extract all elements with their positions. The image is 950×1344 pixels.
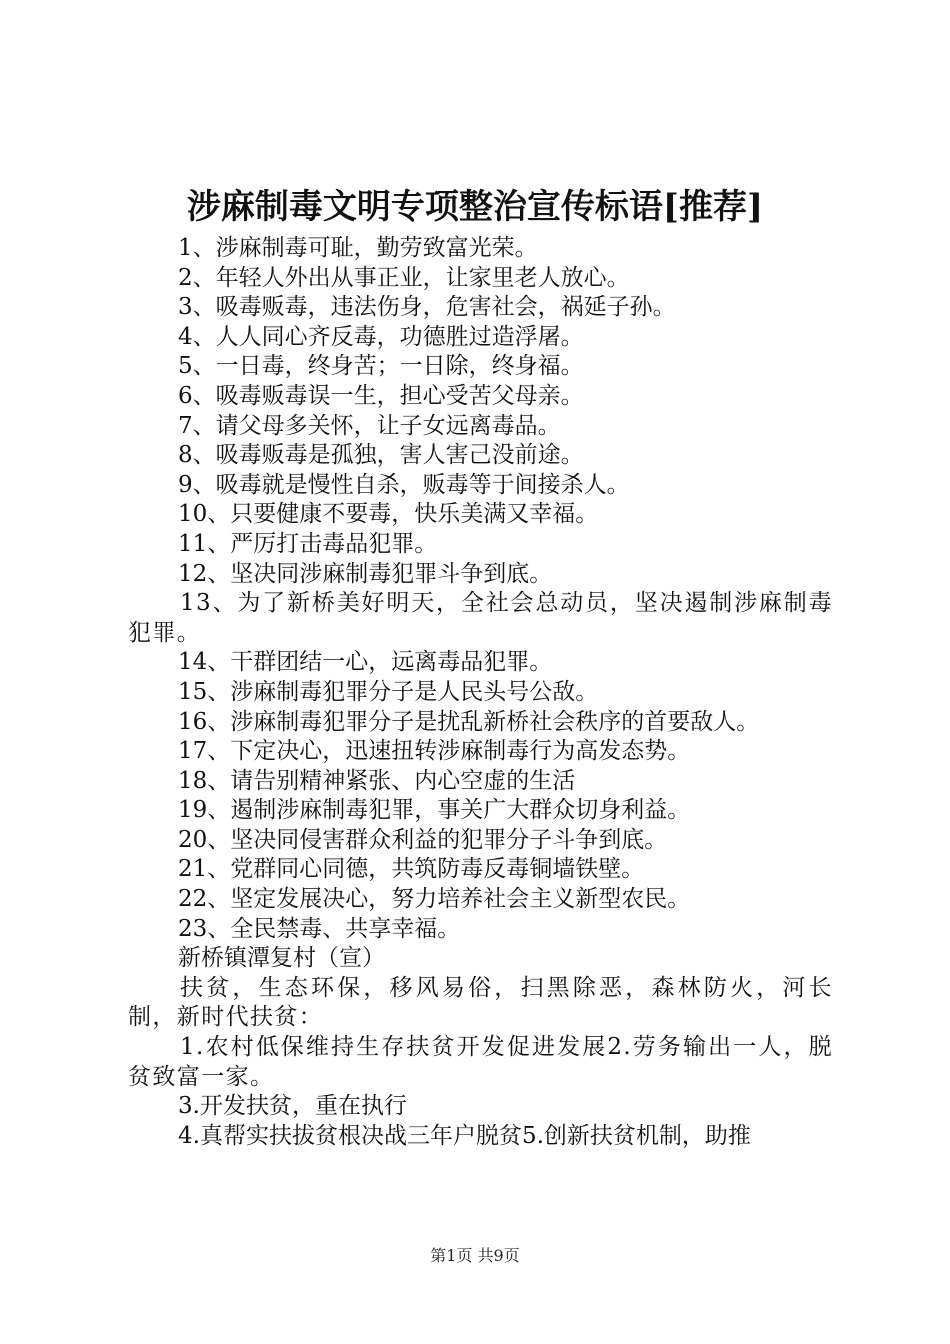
slogan-line: 16、涉麻制毒犯罪分子是扰乱新桥社会秩序的首要敌人。 (178, 708, 760, 735)
signature-line: 新桥镇潭复村（宣） (178, 945, 385, 972)
slogan-line: 18、请告别精神紧张、内心空虚的生活 (178, 767, 576, 794)
slogan-line: 20、坚决同侵害群众利益的犯罪分子斗争到底。 (178, 826, 668, 853)
slogan-line: 12、坚决同涉麻制毒犯罪斗争到底。 (178, 560, 553, 587)
slogan-line: 15、涉麻制毒犯罪分子是人民头号公敌。 (178, 678, 599, 705)
slogan-line: 22、坚定发展决心，努力培养社会主义新型农民。 (178, 886, 691, 913)
slogan-line: 14、干群团结一心，远离毒品犯罪。 (178, 649, 553, 676)
slogan-line: 7、请父母多关怀，让子女远离毒品。 (178, 412, 561, 439)
poverty-line: 4.真帮实扶拔贫根决战三年户脱贫5.创新扶贫机制，助推 (178, 1122, 751, 1149)
slogan-line: 19、遏制涉麻制毒犯罪，事关广大群众切身利益。 (178, 797, 691, 824)
poverty-paragraph: 1.农村低保维持生存扶贫开发促进发展2.劳务输出一人，脱贫致富一家。 (128, 1034, 833, 1090)
slogan-line: 21、党群同心同德，共筑防毒反毒铜墙铁壁。 (178, 856, 645, 883)
topics-paragraph: 扶贫，生态环保，移风易俗，扫黑除恶，森林防火，河长制，新时代扶贫： (128, 974, 833, 1031)
slogan-paragraph: 13、为了新桥美好明天，全社会总动员，坚决遏制涉麻制毒犯罪。 (128, 590, 833, 646)
document-body (128, 234, 833, 1151)
slogan-line: 1、涉麻制毒可耻，勤劳致富光荣。 (178, 235, 538, 261)
slogan-line: 10、只要健康不要毒，快乐美满又幸福。 (178, 501, 599, 528)
slogan-line: 8、吸毒贩毒是孤独，害人害己没前途。 (178, 442, 584, 469)
slogan-line: 4、人人同心齐反毒，功德胜过造浮屠。 (178, 323, 584, 350)
slogan-line: 2、年轻人外出从事正业，让家里老人放心。 (178, 264, 630, 291)
slogan-line: 3、吸毒贩毒，违法伤身，危害社会，祸延子孙。 (178, 294, 676, 321)
document-title: 涉麻制毒文明专项整治宣传标语[推荐] (186, 187, 764, 227)
slogan-line: 11、严厉打击毒品犯罪。 (178, 530, 438, 557)
page-number-footer: 第1页 共9页 (430, 1246, 520, 1265)
slogan-line: 9、吸毒就是慢性自杀，贩毒等于间接杀人。 (178, 471, 630, 498)
slogan-line: 5、一日毒，终身苦；一日除，终身福。 (178, 353, 584, 380)
slogan-line: 23、全民禁毒、共享幸福。 (178, 915, 461, 942)
slogan-line: 6、吸毒贩毒误一生，担心受苦父母亲。 (178, 382, 584, 409)
slogan-line: 17、下定决心，迅速扭转涉麻制毒行为高发态势。 (178, 738, 691, 765)
poverty-line: 3.开发扶贫，重在执行 (178, 1093, 407, 1120)
